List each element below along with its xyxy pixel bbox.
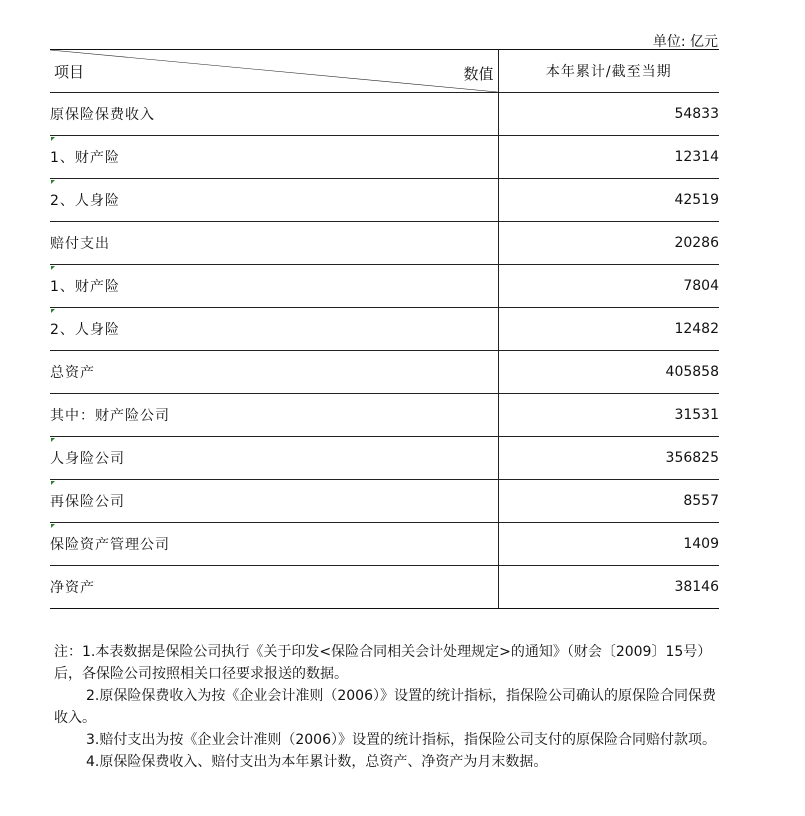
row-label: 总资产 <box>50 365 95 381</box>
row-label-cell <box>50 523 498 566</box>
table-row <box>50 566 719 609</box>
table-row <box>50 523 719 566</box>
row-label-cell <box>50 480 498 523</box>
note-1: 注：1.本表数据是保险公司执行《关于印发<保险合同相关会计处理规定>的通知》（财会〔2009〕15号）后，各保险公司按照相关口径要求报送的数据。 <box>54 644 712 682</box>
unit-label: 单位: 亿元 <box>652 34 718 50</box>
table-notes <box>54 641 718 773</box>
diagonal-header-cell <box>50 50 498 93</box>
insurance-statistics-table <box>50 49 719 609</box>
row-value: 12482 <box>498 308 719 351</box>
diagonal-line <box>50 50 498 92</box>
row-label: 人身险公司 <box>50 451 125 467</box>
row-value: 405858 <box>498 351 719 394</box>
table-row <box>50 480 719 523</box>
row-label-cell <box>50 308 498 351</box>
row-value: 20286 <box>498 222 719 265</box>
row-value: 31531 <box>498 394 719 437</box>
table-row <box>50 179 719 222</box>
note-3: 3.赔付支出为按《企业会计准则（2006）》设置的统计指标，指保险公司支付的原保险合同赔付款项。 <box>86 732 716 748</box>
row-label: 1、财产险 <box>50 279 120 295</box>
row-label-cell <box>50 566 498 609</box>
table-row <box>50 93 719 136</box>
row-label: 1、财产险 <box>50 150 120 166</box>
row-label: 原保险保费收入 <box>50 107 155 123</box>
table-row <box>50 437 719 480</box>
row-value: 7804 <box>498 265 719 308</box>
row-label-cell <box>50 93 498 136</box>
row-value: 54833 <box>498 93 719 136</box>
row-value: 42519 <box>498 179 719 222</box>
row-label: 净资产 <box>50 580 95 596</box>
row-label-cell <box>50 394 498 437</box>
note-4: 4.原保险保费收入、赔付支出为本年累计数，总资产、净资产为月末数据。 <box>86 754 548 770</box>
row-label-cell <box>50 351 498 394</box>
row-label-cell <box>50 437 498 480</box>
row-label: 其中：财产险公司 <box>50 408 170 424</box>
note-2: 2.原保险保费收入为按《企业会计准则（2006）》设置的统计指标，指保险公司确认的原保险合同保费收入。 <box>54 688 716 726</box>
table-header-row <box>50 50 719 93</box>
row-label-cell <box>50 222 498 265</box>
row-label: 保险资产管理公司 <box>50 537 170 553</box>
row-label-cell <box>50 179 498 222</box>
row-label-cell <box>50 136 498 179</box>
row-label-cell <box>50 265 498 308</box>
row-value: 356825 <box>498 437 719 480</box>
row-value: 1409 <box>498 523 719 566</box>
row-value: 8557 <box>498 480 719 523</box>
values-header: 数值 <box>463 65 494 83</box>
row-label: 2、人身险 <box>50 322 120 338</box>
row-value: 38146 <box>498 566 719 609</box>
table-row <box>50 222 719 265</box>
table-row <box>50 136 719 179</box>
period-header: 本年累计/截至当期 <box>498 50 719 93</box>
table-row <box>50 308 719 351</box>
row-label: 再保险公司 <box>50 494 125 510</box>
row-label: 2、人身险 <box>50 193 120 209</box>
table-row <box>50 351 719 394</box>
table-row <box>50 265 719 308</box>
item-header: 项目 <box>54 63 85 81</box>
table-row <box>50 394 719 437</box>
row-value: 12314 <box>498 136 719 179</box>
row-label: 赔付支出 <box>50 236 110 252</box>
